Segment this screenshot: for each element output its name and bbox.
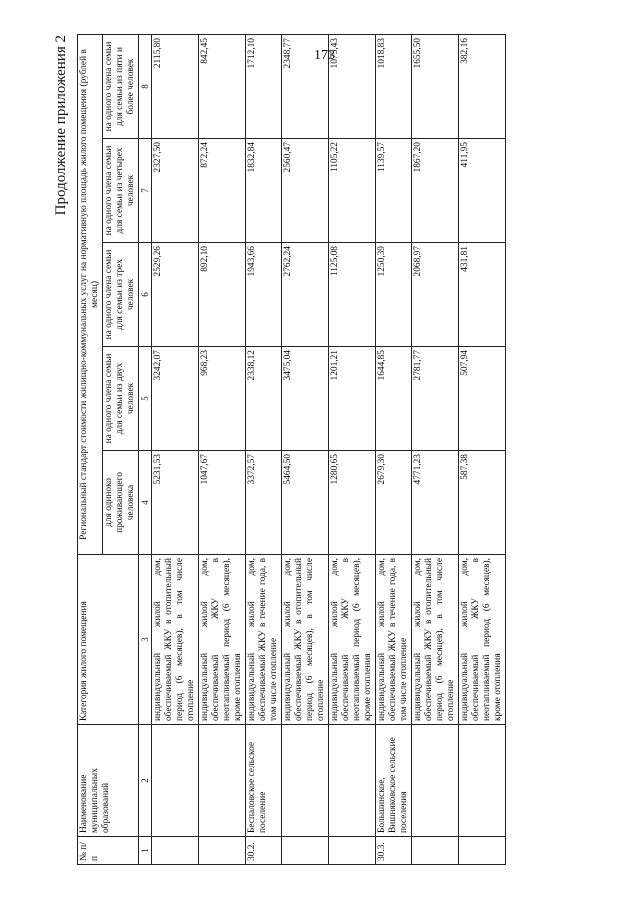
header-col-five-plus: на одного члена семьи для семьи из пяти и более человек: [103, 35, 139, 139]
table-row: [459, 35, 506, 865]
table-group-30-2: [246, 35, 376, 865]
column-number: 5: [139, 347, 152, 451]
value-single: 1280,65: [329, 451, 376, 555]
value-two: 2781,77: [412, 347, 459, 451]
rotated-sheet: [52, 35, 612, 865]
value-two: 2338,12: [246, 347, 282, 451]
table-row: [152, 35, 199, 865]
housing-category: индивидуальный жилой дом, обеспечиваемый ЖКУ в отопительный период (6 месяцев), в том числе отопление: [152, 555, 199, 725]
value-four: 1139,57: [376, 139, 412, 243]
table-group-30-3: [376, 35, 506, 865]
column-number: 7: [139, 139, 152, 243]
value-three: 1125,08: [329, 243, 376, 347]
value-five-plus: 1655,50: [412, 35, 459, 139]
municipality-name: Беспаловское сельское поселение: [246, 725, 282, 837]
value-two: 3475,04: [282, 347, 329, 451]
value-four: 1867,20: [412, 139, 459, 243]
value-two: 3242,07: [152, 347, 199, 451]
value-three: 2068,97: [412, 243, 459, 347]
housing-category: индивидуальный жилой дом, обеспечиваемый ЖКУ в течение года, в том числе отопление: [246, 555, 282, 725]
value-four: 872,24: [199, 139, 246, 243]
value-three: 1943,66: [246, 243, 282, 347]
row-number: [329, 837, 376, 865]
tariff-table: [77, 34, 506, 865]
table-row: [412, 35, 459, 865]
header-col-four: на одного члена семьи для семьи из четырех человек: [103, 139, 139, 243]
row-number: [152, 837, 199, 865]
column-number: 2: [139, 725, 152, 837]
table-row: [376, 35, 412, 865]
row-number: 30.3.: [376, 837, 412, 865]
row-number: [199, 837, 246, 865]
value-four: 1832,84: [246, 139, 282, 243]
municipality-name: [152, 725, 199, 837]
value-five-plus: 1712,10: [246, 35, 282, 139]
value-five-plus: 1075,43: [329, 35, 376, 139]
value-four: 411,95: [459, 139, 506, 243]
column-number: 1: [139, 837, 152, 865]
header-regional-standard: Региональный стандарт стоимости жилищно-коммунальных услуг на нормативную площадь жилого помещения (рублей в месяц): [78, 35, 103, 555]
value-single: 1047,67: [199, 451, 246, 555]
header-col-two: на одного члена семьи для семьи из двух человек: [103, 347, 139, 451]
value-two: 507,94: [459, 347, 506, 451]
table-header: [78, 35, 152, 865]
value-single: 2679,30: [376, 451, 412, 555]
value-two: 1644,85: [376, 347, 412, 451]
value-single: 5231,53: [152, 451, 199, 555]
header-category: Категория жилого помещения: [78, 555, 139, 725]
row-number: [459, 837, 506, 865]
row-number: 30.2.: [246, 837, 282, 865]
municipality-name: [199, 725, 246, 837]
table-row: [199, 35, 246, 865]
value-three: 1250,39: [376, 243, 412, 347]
value-three: 431,81: [459, 243, 506, 347]
row-number: [282, 837, 329, 865]
value-two: 968,23: [199, 347, 246, 451]
value-three: 2762,24: [282, 243, 329, 347]
header-municipality: Наименование муниципальных образований: [78, 725, 139, 837]
header-col-single: для одиноко проживающего человека: [103, 451, 139, 555]
column-number: 8: [139, 35, 152, 139]
header-col-three: на одного члена семьи для семьи из трех человек: [103, 243, 139, 347]
housing-category: индивидуальный жилой дом, обеспечиваемый ЖКУ в отопительный период (6 месяцев), в том числе отопление: [412, 555, 459, 725]
column-number-row: [139, 35, 152, 865]
column-number: 6: [139, 243, 152, 347]
value-four: 2327,50: [152, 139, 199, 243]
value-three: 892,10: [199, 243, 246, 347]
table-row: [246, 35, 282, 865]
value-four: 1105,22: [329, 139, 376, 243]
appendix-title: Продолжение приложения 2: [53, 35, 69, 216]
municipality-name: [412, 725, 459, 837]
table-group-continuation: [152, 35, 246, 865]
municipality-name: [459, 725, 506, 837]
value-five-plus: 382,16: [459, 35, 506, 139]
municipality-name: [282, 725, 329, 837]
housing-category: индивидуальный жилой дом, обеспечиваемый ЖКУ в неотапливаемый период (6 месяцев), кроме отопления: [199, 555, 246, 725]
value-five-plus: 2348,77: [282, 35, 329, 139]
value-single: 3372,57: [246, 451, 282, 555]
column-number: 3: [139, 555, 152, 725]
column-number: 4: [139, 451, 152, 555]
value-five-plus: 1018,83: [376, 35, 412, 139]
housing-category: индивидуальный жилой дом, обеспечиваемый ЖКУ в отопительный период (6 месяцев), в том числе отопление: [282, 555, 329, 725]
housing-category: индивидуальный жилой дом, обеспечиваемый ЖКУ в течение года, в том числе отопление: [376, 555, 412, 725]
housing-category: индивидуальный жилой дом, обеспечиваемый ЖКУ в неотапливаемый период (6 месяцев), кроме отопления: [459, 555, 506, 725]
row-number: [412, 837, 459, 865]
value-five-plus: 2115,80: [152, 35, 199, 139]
value-three: 2529,26: [152, 243, 199, 347]
housing-category: индивидуальный жилой дом, обеспечиваемый ЖКУ в неотапливаемый период (6 месяцев), кроме отопления: [329, 555, 376, 725]
table-row: [282, 35, 329, 865]
municipality-name: Большинское, Вишняковское сельские поселения: [376, 725, 412, 837]
value-five-plus: 842,45: [199, 35, 246, 139]
municipality-name: [329, 725, 376, 837]
value-two: 1201,21: [329, 347, 376, 451]
header-num: № п/п: [78, 837, 139, 865]
value-single: 5464,50: [282, 451, 329, 555]
value-four: 2560,47: [282, 139, 329, 243]
value-single: 4771,23: [412, 451, 459, 555]
table-row: [329, 35, 376, 865]
page-number: 173: [314, 48, 335, 63]
value-single: 587,38: [459, 451, 506, 555]
